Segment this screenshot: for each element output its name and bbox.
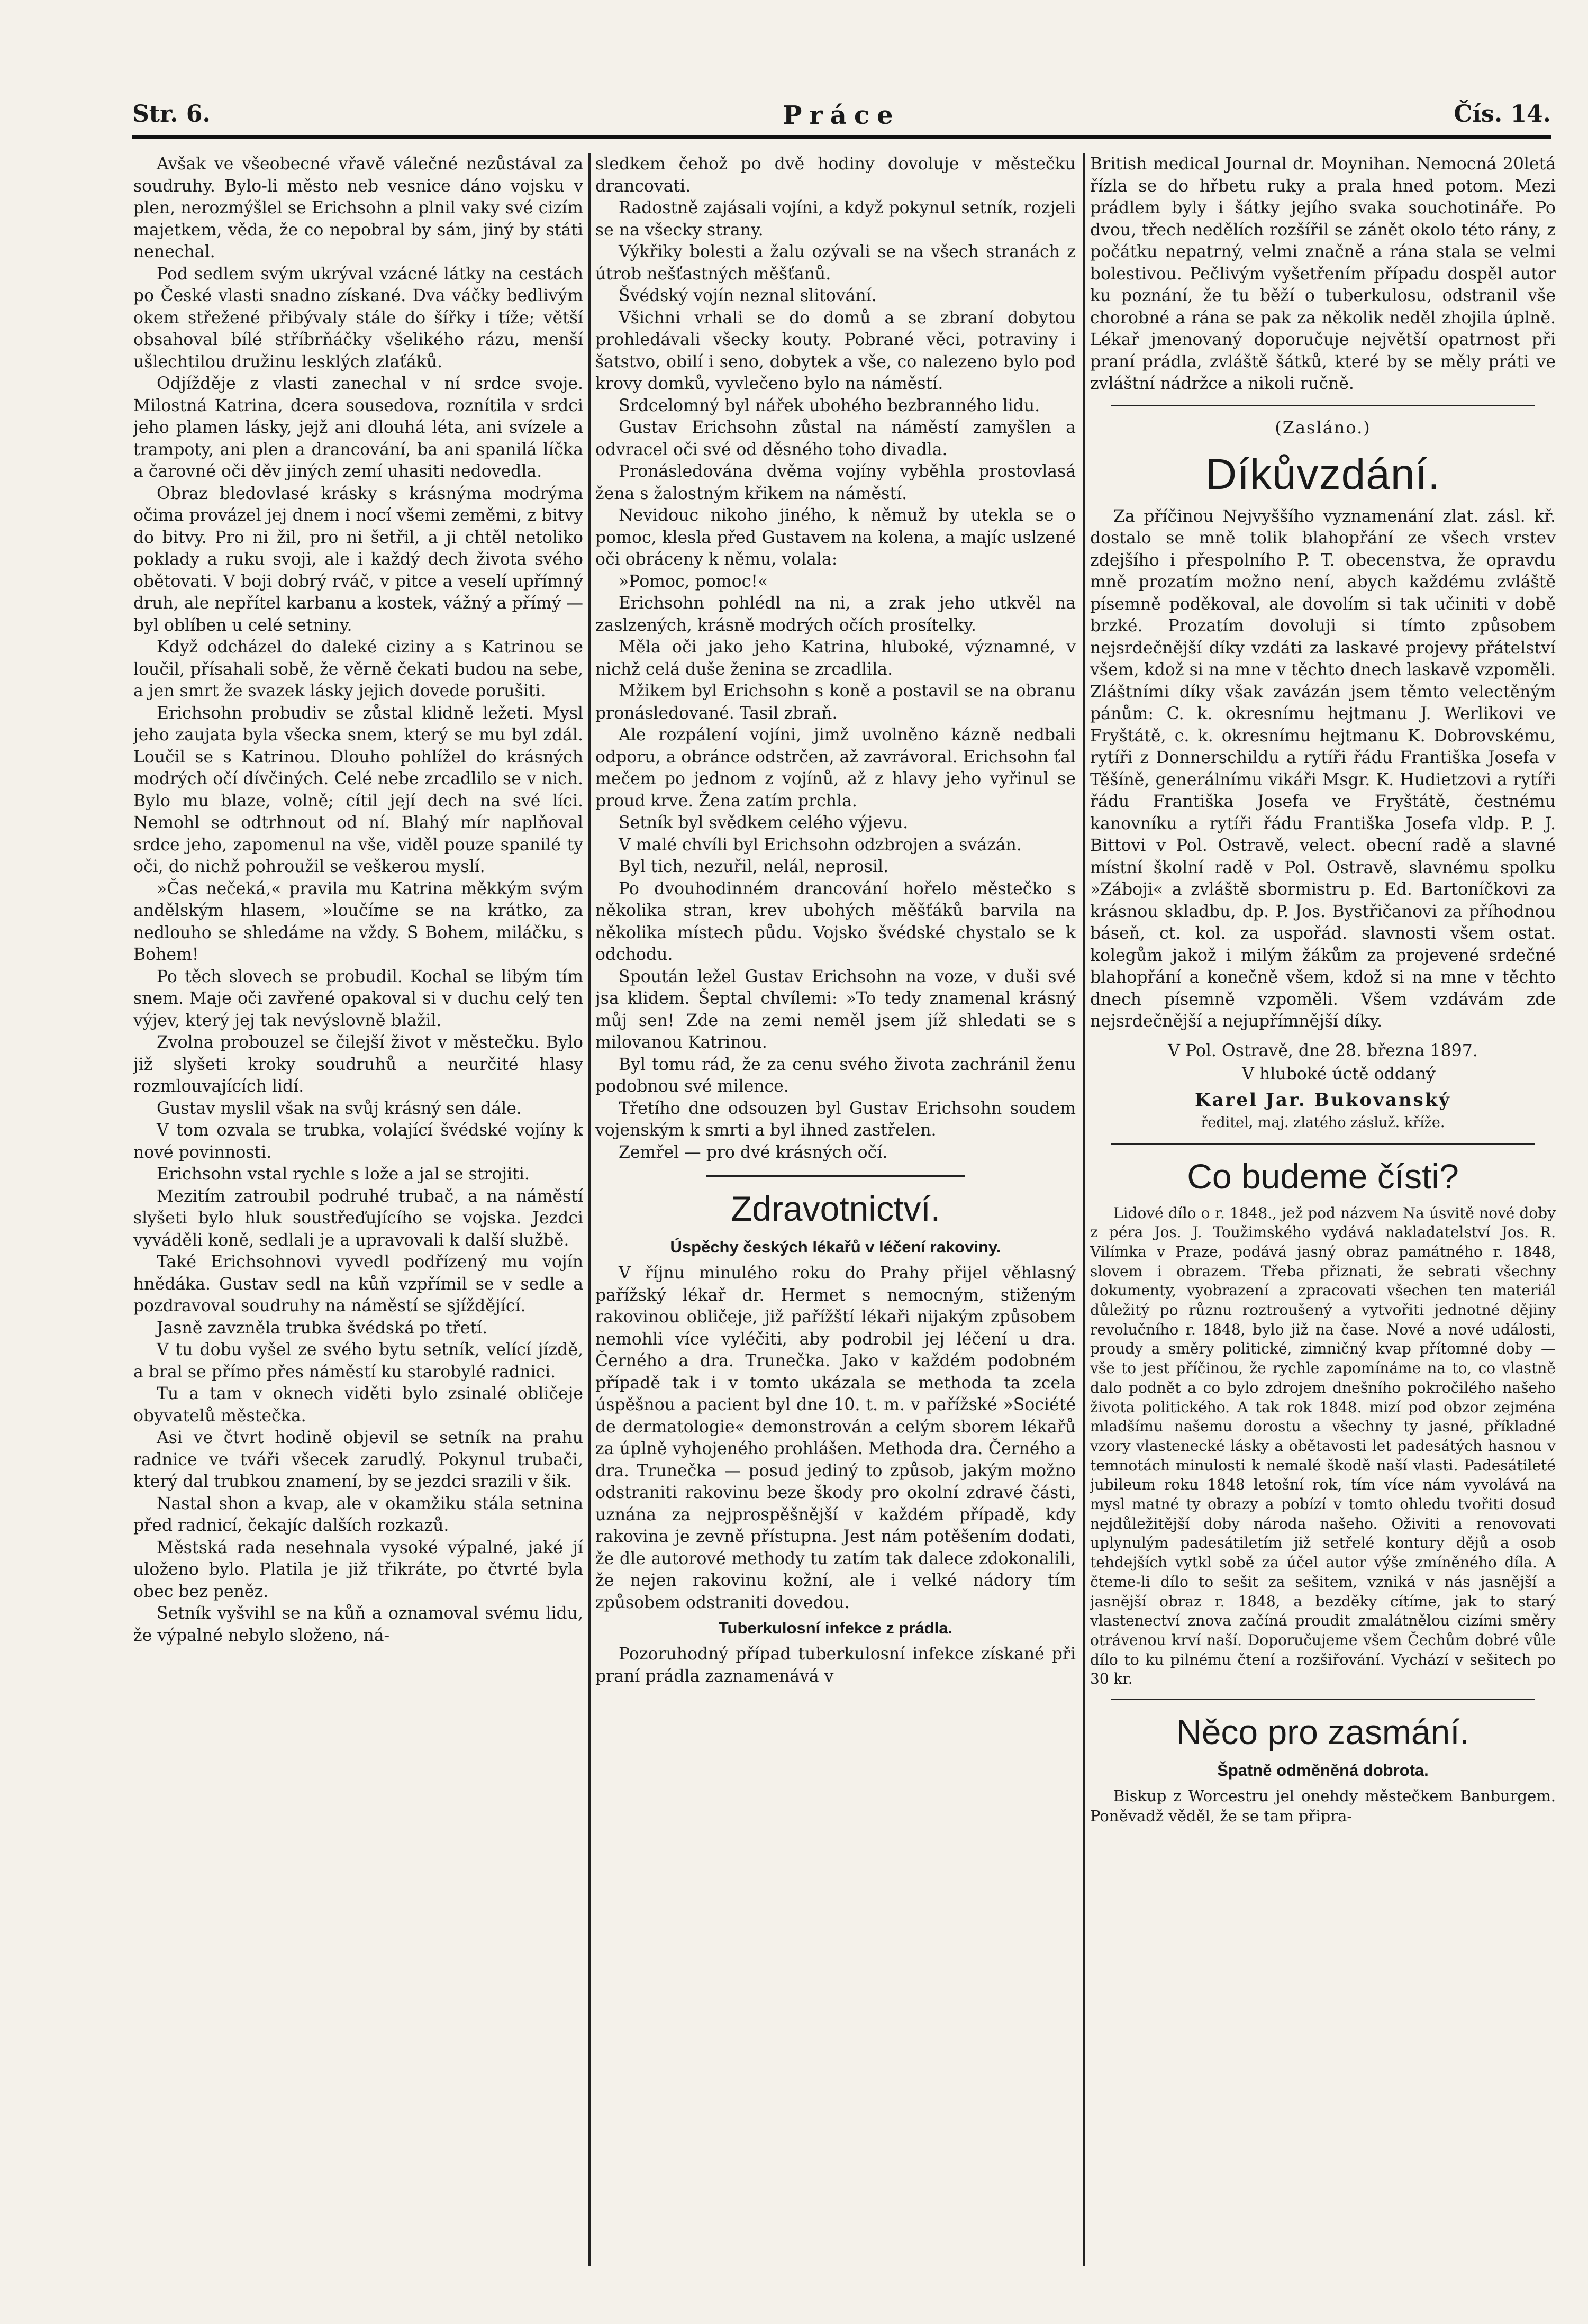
story-paragraph: Ale rozpálení vojíni, jimž uvolněno kázně nedbali odporu, a obránce odstrčen, až zavrávoral. Erichsohn ťal mečem po jednom z vojínů, až z hlavy jeho vyřinul se proud krve. Žena zatím prchla.: [595, 725, 1076, 811]
health-section-title: Zdravotnictví.: [730, 1189, 941, 1228]
story-paragraph: Výkřiky bolesti a žalu ozývali se na všech stranách z útrob nešťastných měšťanů.: [595, 242, 1076, 284]
story-paragraph: Srdcelomný byl nářek ubohého bezbranného lidu.: [619, 396, 1040, 415]
story-paragraph: Gustav Erichsohn zůstal na náměstí zamyšlen a odvracel oči své od děsného toho divadla.: [595, 418, 1076, 459]
health-subhead: Úspěchy českých lékařů v léčení rakoviny.: [670, 1238, 1001, 1256]
story-paragraph: Po těch slovech se probudil. Kochal se libým tím snem. Maje oči zavřené opakoval si v duchu celý ten výjev, který jej tak nevýslovně blažil.: [133, 967, 583, 1030]
story-paragraph: Byl tich, nezuřil, nelál, neprosil.: [619, 857, 889, 876]
story-paragraph: Měla oči jako jeho Katrina, hluboké, významné, v nichž celá duše ženina se zrcadlila.: [595, 638, 1076, 679]
story-paragraph: Erichsohn vstal rychle s lože a jal se strojiti.: [157, 1165, 530, 1184]
column-2: [595, 153, 1076, 2266]
reading-title: Co budeme čísti?: [1187, 1156, 1459, 1196]
story-paragraph: Radostně zajásali vojíni, a když pokynul setník, rozjeli se na všecky strany.: [595, 198, 1076, 240]
story-paragraph: Městská rada nesehnala vysoké výpalné, jaké jí uloženo bylo. Platila je již třikráte, po čtvrté byla obec bez peněz.: [133, 1538, 583, 1601]
story-paragraph: Tu a tam v oknech viděti bylo zsinalé obličeje obyvatelů městečka.: [133, 1384, 583, 1426]
issue-number: Čís. 14.: [1454, 101, 1551, 128]
story-paragraph: Švédský vojín neznal slitování.: [619, 286, 877, 305]
humor-title: Něco pro zasmání.: [1176, 1712, 1469, 1752]
section-divider: [1111, 405, 1535, 406]
story-paragraph: Pod sedlem svým ukrýval vzácné látky na cestách po České vlasti snadno získané. Dva váčky bedlivým okem střežené přibývaly stále do šířky i tíže; větší obsahoval bílé stříbrňáčky všelikého rázu, menší ušlechtilou družinu lesklých zlaťáků.: [133, 264, 583, 371]
story-paragraph: Erichsohn pohlédl na ni, a zrak jeho utkvěl na zaslzených, krásně modrých očích prosítelky.: [595, 594, 1076, 635]
story-paragraph: Pronásledována dvěma vojíny vyběhla prostovlasá žena s žalostným křikem na náměstí.: [595, 462, 1076, 503]
story-paragraph: Odjížděje z vlasti zanechal v ní srdce svoje. Milostná Katrina, dcera sousedova, roznítila v srdci jeho plamen lásky, jejž ani dlouhá léta, ani svízele a trampoty, ani plen a drancování, ba ani spanilá líčka a čarovné oči děv jiných zemí uhasiti nedovedla.: [133, 374, 583, 481]
story-paragraph: »Pomoc, pomoc!«: [619, 571, 768, 591]
story-paragraph: V tom ozvala se trubka, volající švédské vojíny k nové povinnosti.: [133, 1121, 583, 1162]
humor-paragraph: Biskup z Worcestru jel onehdy městečkem Banburgem. Poněvadž věděl, že se tam připra-: [1090, 1787, 1556, 1826]
story-paragraph: Setník byl svědkem celého výjevu.: [619, 813, 909, 832]
header-rule: [132, 135, 1551, 139]
tuberculosis-continued: British medical Journal dr. Moynihan. Nemocná 20letá řízla se do hřbetu ruky a prala hned potom. Mezi prádlem byly i šátky jejího svaka souchotináře. Po dvou, třech nedělích rozšířil se zánět okolo této rány, z počátku nepatrný, velmi značně a rána stala se velmi bolestivou. Pečlivým vyšetřením případu dospěl autor ku poznání, že tu běží o tuberkulosu, odstranil vše chorobné a rána se pak za několik neděl zhojila úplně. Lékař jmenovaný doporučuje největší opatrnost při praní prádla, zvláště šátků, které by se měly práti ve zvláštní nádržce a nikoli ručně.: [1090, 155, 1556, 393]
story-paragraph: Asi ve čtvrt hodině objevil se setník na prahu radnice ve tváři všecek zarudlý. Pokynul trubači, který dal trubkou znamení, by se jezdci srazili v šik.: [133, 1428, 583, 1491]
story-paragraph: V malé chvíli byl Erichsohn odzbrojen a svázán.: [619, 835, 1022, 855]
story-paragraph: Když odcházel do daleké ciziny a s Katrinou se loučil, přísahali sobě, že věrně čekati budou na sebe, a jen smrt že svazek lásky jejich dovede porušiti.: [133, 638, 583, 701]
story-paragraph: Byl tomu rád, že za cenu svého života zachránil ženu podobnou své milence.: [595, 1055, 1076, 1096]
story-paragraph: Nastal shon a kvap, ale v okamžiku stála setnina před radnicí, čekajíc dalších rozkazů.: [133, 1494, 583, 1535]
story-paragraph: Spoután ležel Gustav Erichsohn na voze, v duši své jsa klidem. Šeptal chvílemi: »To tedy znamenal krásný můj sen! Zde na zemi neměl jsem jíž shledati se s milovanou Katrinou.: [595, 967, 1076, 1052]
story-paragraph: Setník vyšvihl se na kůň a oznamoval svému lidu, že výpalné nebylo složeno, ná-: [133, 1604, 583, 1645]
section-divider: [1111, 1143, 1535, 1145]
story-paragraph: Všichni vrhali se do domů a se zbraní dobytou prohledávali všecky kouty. Pobrané věci, potraviny i šatstvo, obilí i seno, dobytek a vše, co nalezeno bylo pod krovy domků, vyvlečeno bylo na náměstí.: [595, 308, 1076, 393]
story-paragraph: V tu dobu vyšel ze svého bytu setník, velící jízdě, a bral se přímo přes náměstí ku starobylé radnici.: [133, 1340, 583, 1382]
thanks-paragraph: Za příčinou Nejvyššího vyznamenání zlat. zásl. kř. dostalo se mně tolik blahopřání ze všech vrstev zdejšího i přespolního P. T. obecenstva, že opravdu mně prozatím možno není, abych každému zvláště písemně poděkoval, ale dovolím si tak učiniti v době brzké. Prozatím dovoluji si tímto způsobem nejsrdečnější díky vzdáti za laskavé projevy přátelství všem, kdož si na mne v těchto dnech laskavě vzpoměli. Zláštními díky však zavázán jsem těmto velectěným pánům: C. k. okresnímu hejtmanu J. Werlikovi ve Fryštátě, c. k. okresnímu hejtmanu K. Dobrovskému, rytíři z Donnerschildu a rytíři řádu Františka Josefa v Těšíně, generálnímu vikáři Msgr. K. Hudietzovi a rytíři řádu Františka Josefa ve Fryštátě, čestnému kanovníku a rytíři řádu Františka Josefa vldp. P. J. Bittovi v Pol. Ostravě, velect. obecní radě a slavné místní školní radě v Pol. Ostravě, slavnému spolku »Záboji« a zvláště sbormistru p. Ed. Bartoníčkovi za krásnou skladbu, dp. P. Jos. Bystřičanovi za příhodnou báseň, ct. kol. za uspořád. slavnosti všem ostat. kolegům jakož i milým žákům za projevené srdečné blahopřání a konečně všem, kdož si na mne v těchto dnech písemně vzpoměli. Všem vzdávám zde nejsrdečnější a nejupřímnější díky.: [1090, 506, 1556, 1031]
signature-role: ředitel, maj. zlatého zásluž. kříže.: [1201, 1114, 1445, 1131]
section-divider: [706, 1175, 965, 1177]
column-3: [1090, 153, 1556, 2266]
story-paragraph: Jasně zavzněla trubka švédská po třetí.: [157, 1318, 488, 1338]
place-date: V Pol. Ostravě, dne 28. března 1897.: [1168, 1041, 1478, 1060]
thanks-title: Díkůvzdání.: [1205, 450, 1440, 498]
column-1: [133, 153, 583, 2266]
story-paragraph: Mezitím zatroubil podruhé trubač, a na náměstí slyšeti bylo hluk soustřeďujícího se vojska. Jezdci vyváděli koně, sedlali je a upravovali k další službě.: [133, 1186, 583, 1250]
page-number: Str. 6.: [132, 101, 211, 128]
column-divider: [588, 153, 591, 2266]
page-header: [132, 101, 1551, 138]
story-paragraph: Gustav myslil však na svůj krásný sen dále.: [157, 1099, 522, 1118]
tuberculosis-paragraph: Pozoruhodný případ tuberkulosní infekce získané při praní prádla zaznamenává v: [595, 1645, 1076, 1686]
reading-paragraph: Lidové dílo o r. 1848., jež pod názvem Na úsvitě nové doby z péra Jos. J. Toužimského vydává nakladatelství Jos. R. Vilímka v Praze, podává jasný obraz památného r. 1848, slovem i obrazem. Třeba přiznati, že sebrati všechny dokumenty, vyobrazení a zpracovati všechen ten materiál důležitý po různu roztroušený a vytvořiti jednotné dějiny revolučního r. 1848, bylo již na čase. Nové a nové události, proudy a směry politické, zimničný kvap přítomné doby — vše to jest příčinou, že rychle zapomínáme na to, co vlastně dalo podnět a co bylo zdrojem dnešního pokročilého našeho života politického. A tak rok 1848. mizí pod obzor zejména mladšímu našemu dorostu a všechny ty jasné, příkladné vzory vlastenecké lásky a obětavosti let padesátých hasnou v temnotách minulosti k nemalé škodě naší vlasti. Padesátileté jubileum roku 1848 letošní rok, tím více nám vyvolává na mysl matné ty obrazy a pobízí v tomto ohledu tvořiti dosud nejdůležitější doby národa našeho. Oživiti a renovovati uplynulým padesátiletím již setřelé kontury dějů a osob tehdejších vytkl sobě za účel autor výše zmíněného díla. A čteme-li dílo to sešit za sešitem, vzniká v nás jasnější a jasnější obraz r. 1848, a bezděky cítíme, jak to starý vlastenectví znova začíná proudit zmalátnělou cizími směry otrávenou krví naší. Doporučujeme všem Čechům dobré vůle dílo to ku pilnému čtení a rozšiřování. Vychází v sešitech po 30 kr.: [1090, 1204, 1556, 1688]
story-paragraph: Po dvouhodinném drancování hořelo městečko s několika stran, krev ubohých měšťáků barvila na několika místech půdu. Vojsko švédské chystalo se k odchodu.: [595, 879, 1076, 964]
story-paragraph: Avšak ve všeobecné vřavě válečné nezůstával za soudruhy. Bylo-li město neb vesnice dáno vojsku v plen, nerozmýšlel se Erichsohn a plnil vaky své cizím majetkem, věda, že co nepobral by sám, jiný by státi nenechal.: [133, 155, 583, 261]
signature-name: Karel Jar. Bukovanský: [1194, 1089, 1451, 1111]
humor-subhead: Špatně odměněná dobrota.: [1217, 1761, 1429, 1780]
story-paragraph: Třetího dne odsouzen byl Gustav Erichsohn soudem vojenským k smrti a byl ihned zastřelen.: [595, 1099, 1076, 1140]
zaslano-label: (Zasláno.): [1275, 417, 1371, 438]
story-paragraph: Erichsohn probudiv se zůstal klidně ležeti. Mysl jeho zaujata byla všecka snem, který se mu byl zdál. Loučil se s Katrinou. Dlouho pohlížel do krásných modrých očí dívčiných. Celé nebe zrcadlilo se v nich. Bylo mu blaze, volně; cítil její dech na své líci. Nemohl se odtrhnout od ní. Blahý mír naplňoval srdce jeho, zapomenul na vše, viděl pouze spanilé ty oči, do nichž pohroužil se veškerou myslí.: [133, 703, 583, 876]
story-paragraph: Obraz bledovlasé krásky s krásnýma modrýma očima provázel jej dnem i nocí všemi zeměmi, z bitvy do bitvy. Pro ni žil, pro ni šetřil, a ji chtěl netoliko poklady a ruku svoji, ale i každý dech života svého obětovati. V boji dobrý rváč, v pitce a veselí upřímný druh, ale nepřítel karbanu a kostek, vážný a přímý — byl oblíben u celé setniny.: [133, 484, 583, 635]
story-paragraph: sledkem čehož po dvě hodiny dovoluje v městečku drancovati.: [595, 155, 1076, 196]
tuberculosis-subhead: Tuberkulosní infekce z prádla.: [718, 1619, 953, 1637]
newspaper-title: Práce: [783, 101, 901, 130]
column-divider: [1083, 153, 1085, 2266]
section-divider: [1111, 1699, 1535, 1700]
health-paragraph: V říjnu minulého roku do Prahy přijel věhlasný pařížský lékař dr. Hermet s nemocným, stiženým rakovinou obličeje, již pařížští lékaři nijakým způsobem nemohli více vyléčiti, aby podrobil jej léčení u dra. Černého a dra. Trunečka. Jako v každém podobném případě tak i v tomto ukázala se methoda ta zcela úspěšnou a pacient byl dne 10. t. m. v pařížské »Société de dermatologie« demonstrován a celým sborem lékařů za úplně vyhojeného prohlášen. Methoda dra. Černého a dra. Trunečka — posud jediný to způsob, jakým možno odstraniti rakovinu beze škody pro okolní zdravé části, uznána za nejprospěšnější v každém případě, kdy rakovina je zevně přístupna. Jest nám potěšením dodati, že dle autorové methody tu zatím tak dalece zdokonalili, že nejen rakovinu kožní, ale i velké nádory tím způsobem odstraniti dovedou.: [595, 1264, 1076, 1612]
story-paragraph: Mžikem byl Erichsohn s koně a postavil se na obranu pronásledované. Tasil zbraň.: [595, 682, 1076, 723]
story-paragraph: Nevidouc nikoho jiného, k němuž by utekla se o pomoc, klesla před Gustavem na kolena, a majíc uslzené oči obráceny k němu, volala:: [595, 506, 1076, 569]
story-paragraph: »Čas nečeká,« pravila mu Katrina měkkým svým andělským hlasem, »loučíme se na krátko, za nedlouho se shledáme na vždy. S Bohem, miláčku, s Bohem!: [133, 879, 583, 964]
closing-phrase: V hluboké úctě oddaný: [1242, 1064, 1436, 1084]
story-paragraph: Také Erichsohnovi vyvedl podřízený mu vojín hnědáka. Gustav sedl na kůň vzpřímil se v sedle a pozdravoval soudruhy na náměstí se sjíždějící.: [133, 1252, 583, 1315]
story-paragraph: Zemřel — pro dvé krásných očí.: [619, 1142, 888, 1162]
story-paragraph: Zvolna probouzel se čilejší život v městečku. Bylo již slyšeti kroky soudruhů a neurčité hlasy rozmlouvajících lidí.: [133, 1033, 583, 1096]
